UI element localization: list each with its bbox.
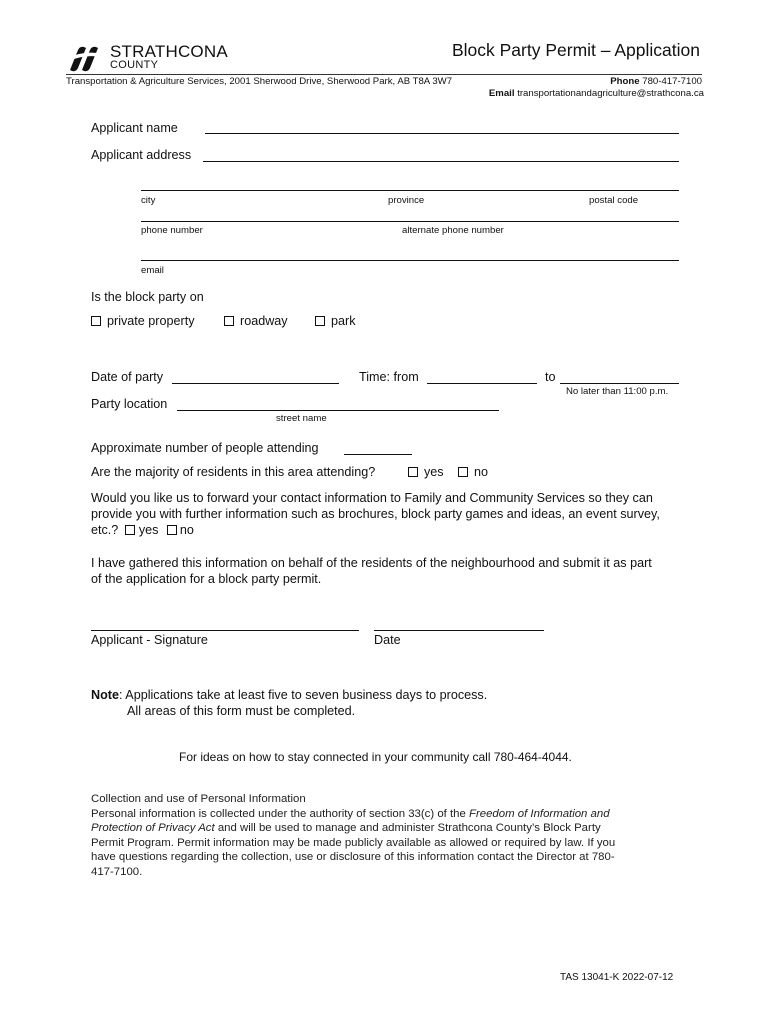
forward-line-2: provide you with further information such as brochures, block party games and ideas, an event survey, [91,507,660,521]
email-value: transportationandagriculture@strathcona.ca [517,88,704,99]
majority-no-option[interactable] [458,465,488,479]
privacy-text: and will be used to manage and administer Strathcona County’s Block Party [214,822,601,834]
signature-date-field[interactable] [374,630,544,631]
privacy-line-5: 417-7100. [91,865,143,878]
time-limit-note: No later than 11:00 p.m. [566,386,669,397]
note-line-2: All areas of this form must be completed. [127,704,356,718]
option-label: no [474,465,489,479]
time-to-field[interactable] [560,383,679,384]
privacy-line-2 [91,821,691,836]
contact-email [400,88,704,99]
phone-label: Phone [610,76,640,87]
forward-line-1: Would you like us to forward your contact information to Family and Community Services so they can [91,491,653,505]
forward-contact-question [91,490,711,538]
checkbox-forward-no[interactable] [167,525,177,535]
forward-line-3-prefix: etc.? [91,523,119,537]
street-name-caption: street name [276,413,327,424]
date-of-party-field[interactable] [172,383,339,384]
signature-date-label: Date [374,633,401,647]
privacy-text: Personal information is collected under the authority of section 33(c) of the [91,807,469,820]
declaration-line-1: I have gathered this information on behalf of the residents of the neighbourhood and submit it as part [91,556,652,570]
phone-value: 780-417-7100 [642,76,702,87]
privacy-heading: Collection and use of Personal Information [91,793,306,805]
checkbox-majority-yes[interactable] [408,467,418,477]
checkbox-roadway[interactable] [224,316,234,326]
postal-code-caption: postal code [589,195,639,206]
checkbox-forward-yes[interactable] [125,525,135,535]
date-of-party-label: Date of party [91,370,164,384]
privacy-notice [91,792,691,879]
option-label: private property [107,314,195,328]
forward-line-3 [91,522,711,538]
forward-yes-option[interactable] [122,523,159,537]
option-label: roadway [240,314,288,328]
email-caption: email [141,265,164,276]
alternate-phone-caption: alternate phone number [402,225,504,236]
applicant-address-field[interactable] [203,161,679,162]
location-question: Is the block party on [91,290,204,304]
note-line-1: : Applications take at least five to seven business days to process. [119,688,488,702]
note-label: Note [91,688,119,702]
checkbox-park[interactable] [315,316,325,326]
checkbox-private-property[interactable] [91,316,101,326]
form-code: TAS 13041-K 2022-07-12 [560,972,674,983]
applicant-name-label: Applicant name [91,121,178,135]
logo-name: STRATHCONA [110,42,228,61]
city-province-postal-field[interactable] [141,190,679,191]
applicant-address-label: Applicant address [91,148,192,162]
community-info: For ideas on how to stay connected in your community call 780-464-4044. [179,750,572,764]
act-name: Freedom of Information and [469,807,610,820]
majority-yes-option[interactable] [408,465,444,479]
email-label: Email [488,88,515,99]
signature-field[interactable] [91,630,359,631]
strathcona-logo-icon [66,44,106,72]
province-caption: province [388,195,425,206]
checkbox-majority-no[interactable] [458,467,468,477]
contact-phone [420,76,702,87]
signature-label: Applicant - Signature [91,633,208,647]
party-location-label: Party location [91,397,168,411]
majority-attending-label: Are the majority of residents in this area attending? [91,465,376,479]
phone-fields[interactable] [141,221,679,222]
applicant-name-field[interactable] [205,133,679,134]
logo-subname: COUNTY [110,59,159,71]
header-divider [66,74,702,75]
time-to-label: to [545,370,556,384]
privacy-line-1 [91,807,691,822]
option-private-property[interactable] [91,314,195,328]
declaration-line-2: of the application for a block party permit. [91,572,322,586]
privacy-line-4: have questions regarding the collection, use or disclosure of this information contact the Director at 780- [91,851,615,863]
option-label: no [179,523,194,537]
option-roadway[interactable] [224,314,288,328]
email-field[interactable] [141,260,679,261]
act-name: Protection of Privacy Act [91,822,215,834]
option-label: yes [138,523,159,537]
phone-number-caption: phone number [141,225,203,236]
forward-no-option[interactable] [162,523,194,537]
option-park[interactable] [315,314,356,328]
declaration [91,555,711,587]
party-location-field[interactable] [177,410,499,411]
time-from-field[interactable] [427,383,537,384]
option-label: park [331,314,356,328]
department-address: Transportation & Agriculture Services, 2001 Sherwood Drive, Sherwood Park, AB T8A 3W7 [66,76,453,87]
city-caption: city [141,195,156,206]
page-title: Block Party Permit – Application [451,40,700,60]
processing-note [91,687,711,719]
privacy-line-3: Permit Program. Permit information may be made publicly available as allowed or required by law. If you [91,836,616,849]
option-label: yes [424,465,444,479]
time-from-label: Time: from [359,370,419,384]
people-attending-label: Approximate number of people attending [91,441,319,455]
people-attending-field[interactable] [344,454,412,455]
